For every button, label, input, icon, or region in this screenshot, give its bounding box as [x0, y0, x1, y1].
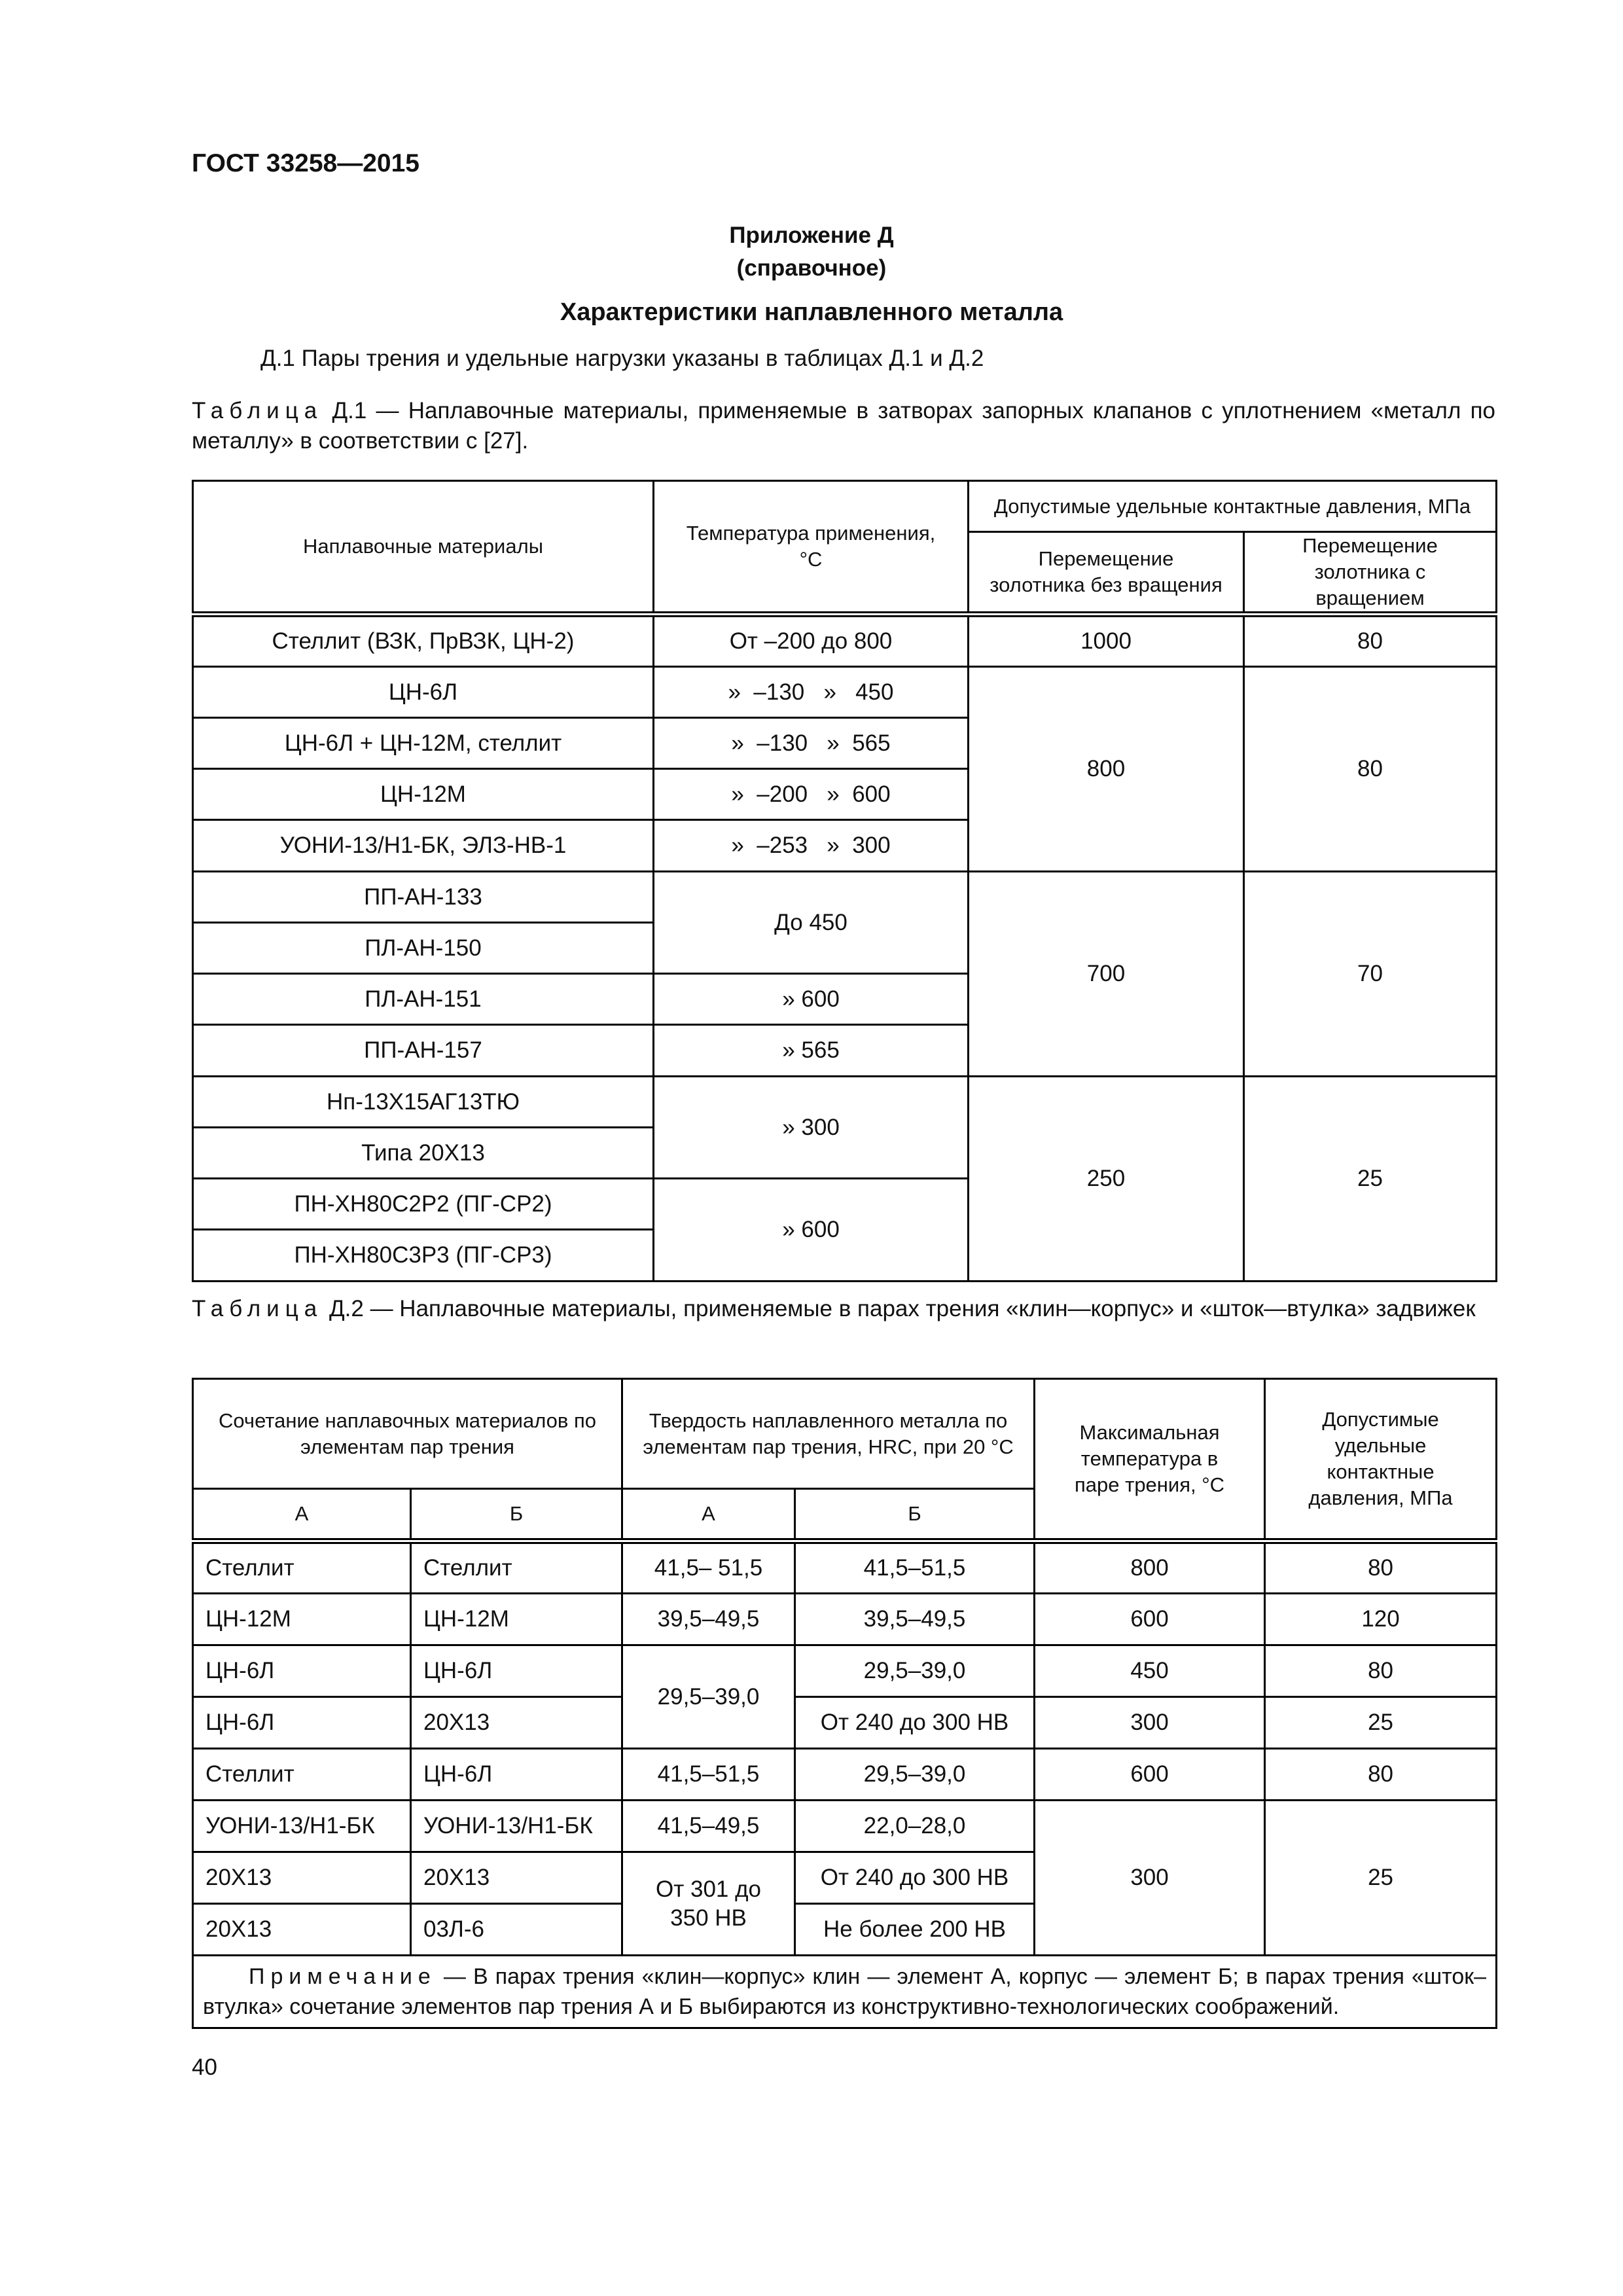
table-row — [193, 615, 1497, 667]
table2-hardness-a-cell: 41,5– 51,5 — [622, 1541, 795, 1594]
table1-material-cell: ПЛ-АН-150 — [193, 923, 654, 974]
table2-header-col-b: Б — [411, 1489, 622, 1541]
table-row — [193, 1541, 1497, 1594]
table1-material-cell: ЦН-12М — [193, 769, 654, 820]
table2-b-cell: ЦН-12М — [411, 1594, 622, 1645]
table-row — [193, 1749, 1497, 1801]
appendix-title: Приложение Д — [729, 223, 894, 248]
table2-header-col-b2: Б — [795, 1489, 1035, 1541]
appendix-subtitle: (справочное) — [736, 255, 887, 281]
table1-header-materials: Наплавочные материалы — [193, 481, 654, 615]
table-row — [193, 1077, 1497, 1128]
table2-hardness-a-cell: 41,5–51,5 — [622, 1749, 795, 1801]
table2-pressure-cell: 80 — [1265, 1541, 1497, 1594]
section-title: Характеристики наплавленного металла — [560, 298, 1063, 326]
table1-material-cell: УОНИ-13/Н1-БК, ЭЛЗ-НВ-1 — [193, 820, 654, 872]
table1-pressure-cell: 700 — [969, 872, 1244, 1077]
table2-header-pressure: Допустимые удельные контактные давления, МПа — [1265, 1379, 1497, 1541]
table1-pressure-cell: 70 — [1244, 872, 1497, 1077]
table2-b-cell: ЦН-6Л — [411, 1645, 622, 1697]
table2-header-combination: Сочетание наплавочных материалов по элементам пар трения — [193, 1379, 622, 1489]
table2-hardness-b-cell: 39,5–49,5 — [795, 1594, 1035, 1645]
table1-caption — [192, 396, 1495, 456]
table1-temp-cell: » –130 » 450 — [654, 667, 969, 718]
table2-a-cell: 20Х13 — [193, 1852, 411, 1904]
table-row — [193, 1801, 1497, 1852]
table2-hardness-a-cell: 39,5–49,5 — [622, 1594, 795, 1645]
note-label: Примечание — [249, 1964, 437, 1989]
table2-hardness-b-cell: 29,5–39,0 — [795, 1645, 1035, 1697]
table1-material-cell: ПП-АН-157 — [193, 1025, 654, 1077]
table2-b-cell: УОНИ-13/Н1-БК — [411, 1801, 622, 1852]
table2-b-cell: ЦН-6Л — [411, 1749, 622, 1801]
table2-caption — [192, 1294, 1495, 1324]
table2-pressure-cell: 25 — [1265, 1697, 1497, 1749]
table1-pressure-cell: 800 — [969, 667, 1244, 872]
table1-material-cell: ЦН-6Л — [193, 667, 654, 718]
table-row — [193, 1956, 1497, 2028]
table1-pressure-cell: 80 — [1244, 615, 1497, 667]
table2-header-max-temp: Максимальная температура в паре трения, °С — [1035, 1379, 1265, 1541]
table1-pressure-cell: 80 — [1244, 667, 1497, 872]
table-d2 — [192, 1378, 1497, 2029]
table2-pressure-cell: 25 — [1265, 1801, 1497, 1956]
table2-a-cell: УОНИ-13/Н1-БК — [193, 1801, 411, 1852]
table2-hardness-a-cell: 41,5–49,5 — [622, 1801, 795, 1852]
table2-b-cell: 03Л-6 — [411, 1904, 622, 1956]
table2-b-cell: 20Х13 — [411, 1852, 622, 1904]
table-row — [193, 1594, 1497, 1645]
table1-material-cell: ЦН-6Л + ЦН-12М, стеллит — [193, 718, 654, 769]
table1-temp-cell: От –200 до 800 — [654, 615, 969, 667]
table2-hardness-b-cell: Не более 200 НВ — [795, 1904, 1035, 1956]
table2-temp-cell: 450 — [1035, 1645, 1265, 1697]
table2-a-cell: ЦН-12М — [193, 1594, 411, 1645]
document-header: ГОСТ 33258—2015 — [192, 149, 419, 177]
table2-hardness-b-cell: 29,5–39,0 — [795, 1749, 1035, 1801]
table1-material-cell: ПЛ-АН-151 — [193, 974, 654, 1025]
note-text: — В парах трения «клин—корпус» клин — элемент А, корпус — элемент Б; в парах трения «шток–втулка» сочетание элементов пар трения А и Б выбираются из конструктивно-технологических соображений. — [203, 1964, 1487, 2019]
table1-temp-cell: » –130 » 565 — [654, 718, 969, 769]
table2-a-cell: ЦН-6Л — [193, 1645, 411, 1697]
table1-pressure-cell: 25 — [1244, 1077, 1497, 1282]
table2-a-cell: ЦН-6Л — [193, 1697, 411, 1749]
table2-hardness-b-cell: От 240 до 300 НВ — [795, 1852, 1035, 1904]
table2-b-cell: 20Х13 — [411, 1697, 622, 1749]
table2-header-col-a2: А — [622, 1489, 795, 1541]
table-row — [193, 1697, 1497, 1749]
table2-hardness-b-cell: От 240 до 300 НВ — [795, 1697, 1035, 1749]
table1-caption-text: Д.1 — Наплавочные материалы, применяемые в затворах запорных клапанов с уплотнением «металл по металлу» в соответствии с [27]. — [192, 398, 1495, 454]
table2-temp-cell: 300 — [1035, 1697, 1265, 1749]
table2-temp-cell: 300 — [1035, 1801, 1265, 1956]
table2-hardness-a-cell: 29,5–39,0 — [622, 1645, 795, 1749]
table2-pressure-cell: 80 — [1265, 1749, 1497, 1801]
table1-material-cell: Стеллит (ВЗК, ПрВЗК, ЦН-2) — [193, 615, 654, 667]
table2-hardness-b-cell: 22,0–28,0 — [795, 1801, 1035, 1852]
table1-pressure-cell: 1000 — [969, 615, 1244, 667]
table2-hardness-b-cell: 41,5–51,5 — [795, 1541, 1035, 1594]
table2-a-cell: Стеллит — [193, 1541, 411, 1594]
table2-temp-cell: 600 — [1035, 1749, 1265, 1801]
table1-header-with-rotation: Перемещение золотника с вращением — [1244, 532, 1497, 615]
table1-material-cell: ПП-АН-133 — [193, 872, 654, 923]
table2-caption-label: Таблица — [192, 1296, 323, 1321]
table1-header-pressures: Допустимые удельные контактные давления, МПа — [969, 481, 1497, 532]
table2-a-cell: 20Х13 — [193, 1904, 411, 1956]
table1-pressure-cell: 250 — [969, 1077, 1244, 1282]
table1-temp-cell: » 600 — [654, 974, 969, 1025]
table1-material-cell: Нп-13Х15АГ13ТЮ — [193, 1077, 654, 1128]
table1-temp-cell: До 450 — [654, 872, 969, 974]
table1-temp-cell: » 600 — [654, 1179, 969, 1282]
table2-header-hardness: Твердость наплавленного металла по элементам пар трения, HRC, при 20 °С — [622, 1379, 1035, 1489]
table-row — [193, 1645, 1497, 1697]
table1-temp-cell: » –200 » 600 — [654, 769, 969, 820]
table-row — [193, 872, 1497, 923]
table2-caption-text: Д.2 — Наплавочные материалы, применяемые в парах трения «клин—корпус» и «шток—втулка» задвижек — [329, 1296, 1476, 1321]
table2-a-cell: Стеллит — [193, 1749, 411, 1801]
table1-header-temperature: Температура применения, °С — [654, 481, 969, 615]
table2-temp-cell: 600 — [1035, 1594, 1265, 1645]
table2-header-col-a: А — [193, 1489, 411, 1541]
table-row — [193, 667, 1497, 718]
table2-temp-cell: 800 — [1035, 1541, 1265, 1594]
table1-temp-cell: » 565 — [654, 1025, 969, 1077]
table2-pressure-cell: 80 — [1265, 1645, 1497, 1697]
table2-note — [193, 1956, 1497, 2028]
table-d1 — [192, 480, 1497, 1282]
intro-paragraph: Д.1 Пары трения и удельные нагрузки указаны в таблицах Д.1 и Д.2 — [260, 346, 984, 371]
table2-pressure-cell: 120 — [1265, 1594, 1497, 1645]
page-number: 40 — [192, 2054, 217, 2080]
table2-b-cell: Стеллит — [411, 1541, 622, 1594]
table1-caption-label: Таблица — [192, 398, 323, 423]
table1-material-cell: ПН-ХН80С3Р3 (ПГ-СР3) — [193, 1230, 654, 1282]
table1-material-cell: ПН-ХН80С2Р2 (ПГ-СР2) — [193, 1179, 654, 1230]
table2-hardness-a-cell: От 301 до 350 НВ — [622, 1852, 795, 1956]
table1-temp-cell: » 300 — [654, 1077, 969, 1179]
table1-material-cell: Типа 20Х13 — [193, 1128, 654, 1179]
table1-header-no-rotation: Перемещение золотника без вращения — [969, 532, 1244, 615]
table1-temp-cell: » –253 » 300 — [654, 820, 969, 872]
